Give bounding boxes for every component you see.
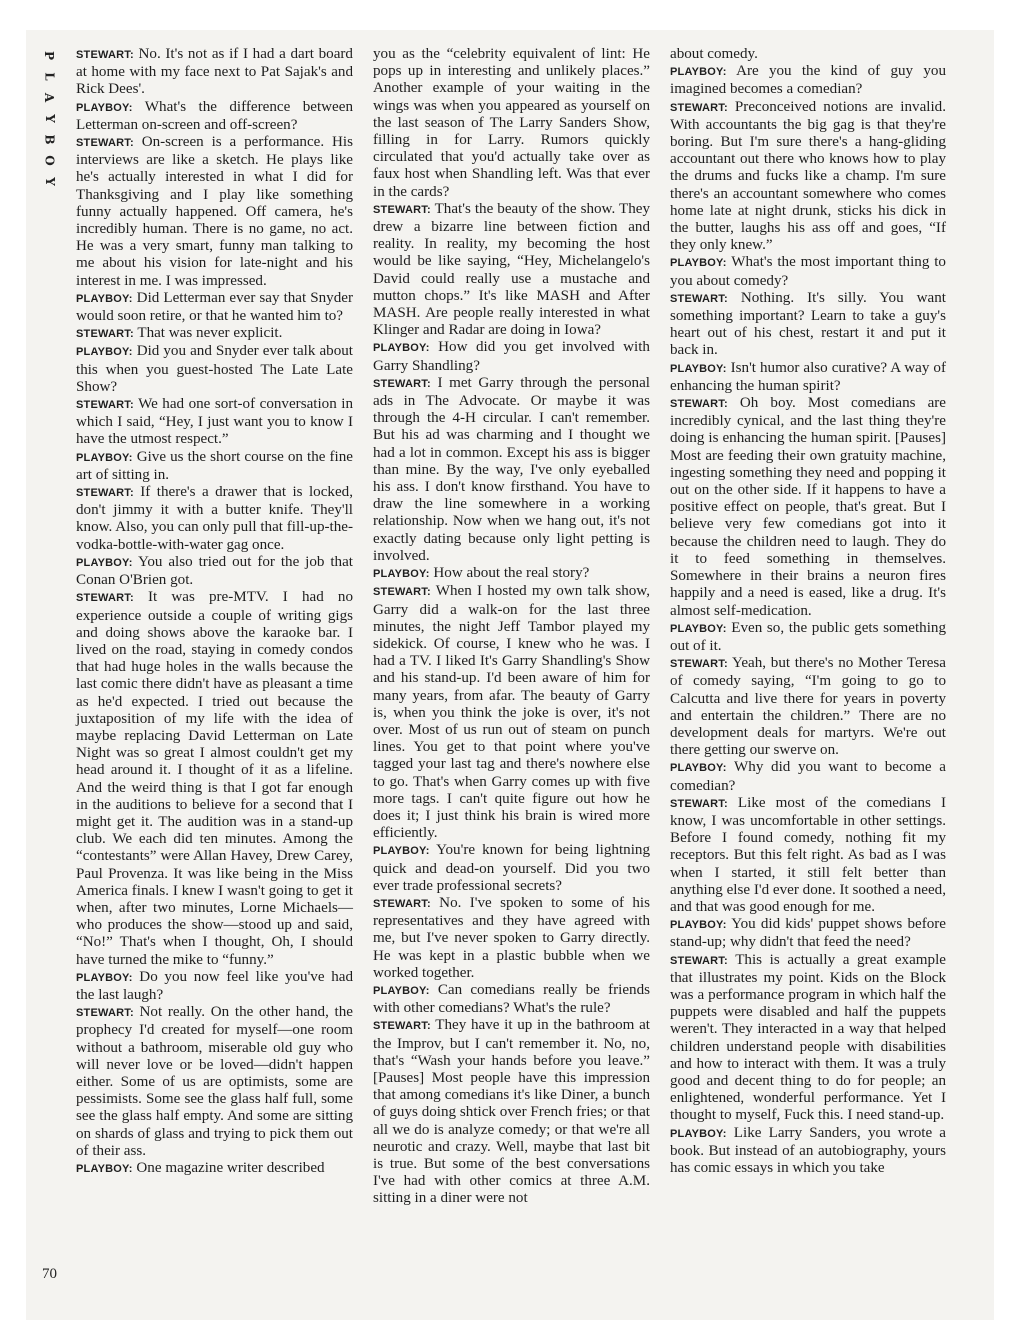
speaker-label: STEWART:: [670, 101, 728, 114]
interview-paragraph: [76, 46, 353, 99]
speaker-label: PLAYBOY:: [76, 971, 133, 984]
interview-paragraph: [373, 201, 650, 340]
magazine-brand-vertical: [38, 45, 60, 192]
speaker-label: PLAYBOY:: [373, 568, 430, 581]
speaker-label: PLAYBOY:: [76, 292, 133, 305]
brand-letter: B: [42, 134, 57, 145]
interview-paragraph: [76, 290, 353, 325]
paragraph-text: On-screen is a performance. His interviews are like a sketch. He plays like he's actually interested in what I did for Thanksgiving and I play like something funny actually happened. Off camera, he's incredibly human. There is no game, no act. He was a very smart, funny man talking to me about his vision for late-night and his interest in me. I was impressed.: [76, 134, 353, 289]
speaker-label: STEWART:: [76, 1007, 134, 1020]
interview-paragraph: [373, 46, 650, 201]
speaker-label: PLAYBOY:: [76, 451, 133, 464]
speaker-label: PLAYBOY:: [373, 984, 430, 997]
text-column-3: [670, 46, 946, 1177]
brand-letter: O: [42, 155, 57, 166]
brand-letter: A: [42, 92, 57, 103]
paragraph-text: We had one sort-of conversation in which I said, “Hey, I just want you to know I have the utmost respect.”: [76, 396, 353, 448]
paragraph-text: about comedy.: [670, 46, 758, 62]
speaker-label: PLAYBOY:: [670, 919, 727, 932]
interview-paragraph: [76, 554, 353, 589]
interview-paragraph: [76, 969, 353, 1004]
speaker-label: STEWART:: [76, 399, 134, 412]
interview-paragraph: [670, 46, 946, 63]
speaker-label: STEWART:: [373, 203, 431, 216]
speaker-label: STEWART:: [76, 328, 134, 341]
speaker-label: PLAYBOY:: [76, 101, 133, 114]
interview-paragraph: [670, 290, 946, 360]
interview-paragraph: [76, 343, 353, 396]
text-column-2: [373, 46, 650, 1208]
speaker-label: STEWART:: [670, 797, 728, 810]
interview-paragraph: [373, 565, 650, 583]
text-column-1: [76, 46, 353, 1178]
paragraph-text: Not really. On the other hand, the prophecy I'd created for myself—one room without a bathroom, miserable old guy who will never love or be loved—didn't happen either. Some of us are optimists, some are pessimists. Some see the glass half full, some see the glass half empty. And some are sitting on shards of glass and trying to pick them out of their ass.: [76, 1004, 353, 1159]
paragraph-text: One magazine writer described: [136, 1160, 325, 1176]
interview-paragraph: [76, 1160, 353, 1178]
paragraph-text: Did you and Snyder ever talk about this when you guest-hosted The Late Late Show?: [76, 343, 353, 395]
interview-paragraph: [76, 589, 353, 968]
paragraph-text: Like Larry Sanders, you wrote a book. But instead of an autobiography, yours has comic essays in which you take: [670, 1124, 946, 1176]
brand-letter: Y: [42, 114, 57, 123]
paragraph-text: you as the “celebrity equivalent of lint: He pops up in interesting and unlikely places.” Another example of your waiting in the wings was when you appeared as yourself on the last season of The Larry Sanders Show, filling in for Larry. Rumors quickly circulated that you'd actually take over as faux host when Shandling left. Was that ever in the cards?: [373, 46, 650, 200]
paragraph-text: Preconceived notions are invalid. With accountants the big gag is that they're boring. But I'm sure there's a hang-gliding accountant out there who knows how to play the drums and fucks like a champ. I'm sure there's an accountant somewhere who comes home late at night drunk, sticks his dick in the butter, laughs his ass off and goes, “If they only knew.”: [670, 98, 946, 254]
speaker-label: STEWART:: [76, 137, 134, 150]
paragraph-text: Can comedians really be friends with other comedians? What's the rule?: [373, 981, 650, 1017]
paragraph-text: I met Garry through the personal ads in The Advocate. Or maybe it was through the 4-H circular. I can't remember. But his ad was charming and I thought we had a lot in common. Except his ass is bigger than mine. By the way, I've only eyeballed his ass. I don't know firsthand. You have to draw the line somewhere in a working relationship. Now when we hang out, it's not exactly dating because only light petting is involved.: [373, 374, 650, 564]
interview-paragraph: [76, 134, 353, 290]
speaker-label: STEWART:: [76, 49, 134, 61]
paragraph-text: Even so, the public gets something out of it.: [670, 619, 946, 654]
paragraph-text: Do you now feel like you've had the last laugh?: [76, 968, 354, 1003]
paragraph-text: Did Letterman ever say that Snyder would soon retire, or that he wanted him to?: [76, 289, 353, 325]
interview-paragraph: [670, 360, 946, 395]
paragraph-text: When I hosted my own talk show, Garry did a walk-on for the last three minutes, the night Jeff Tambor played my sidekick. Of course, I knew who he was. I had a TV. I liked It's Garry Shandling's Show and his stand-up. I'd been aware of him for many years, from afar. The beauty of Garry is, when you think the joke is over, it's not over. Most of us run out of steam on punch lines. You get to that point where you've tagged your last tag and there's nowhere else to go. That's when Garry comes up with five more tags. I can't quite figure out how he does it; I just think his brain is wired more efficiently.: [373, 583, 650, 842]
speaker-label: PLAYBOY:: [670, 66, 727, 79]
paragraph-text: No. I've spoken to some of his representatives and they have agreed with me, but I've never spoken to Garry directly. He was kept in a plastic bubble when we worked together.: [373, 894, 650, 981]
interview-paragraph: [373, 895, 650, 982]
paragraph-text: Oh boy. Most comedians are incredibly cynical, and the last thing they're doing is enhancing the human spirit. [Pauses] Most are feeding their own gratuity machine, ingesting something they need and popping it out on the other side. If it happens to have a positive effect on people, that's great. But I believe very few comedians got into it because the children need to laugh. They do it to feed something in themselves. Somewhere in their brains a neuron fires happily and a need is eased, like a drug. It's almost self-medication.: [670, 395, 946, 619]
speaker-label: PLAYBOY:: [670, 762, 727, 775]
speaker-label: STEWART:: [373, 897, 431, 910]
paragraph-text: Nothing. It's silly. You want something important? Learn to take a guy's heart out of his chest, restart it and put it back in.: [670, 289, 946, 359]
interview-paragraph: [670, 620, 946, 655]
speaker-label: PLAYBOY:: [670, 622, 727, 635]
paragraph-text: What's the difference between Letterman on-screen and off-screen?: [76, 98, 353, 133]
interview-paragraph: [670, 99, 946, 255]
paragraph-text: They have it up in the bathroom at the Improv, but I can't remember it. No, no, that's “Wash your hands before you leave.” [Pauses] Most people have this impression that among comedians it's like Diner, a bunch of guys doing shtick over French fries; or that all we do is analyze comedy; or that we're all neurotic and crazy. Well, maybe that last bit is true. But some of the best conversations I've had with other comics at three A.M. sitting in a diner were not: [373, 1017, 650, 1207]
paragraph-text: This is actually a great example that illustrates my point. Kids on the Block was a performance program in which half the puppets were disabled and half the puppets weren't. They interacted in a way that helped children understand people with disabilities and how to interact with them. It was a truly good and decent thing to do for people; an enlightened, wonderful performance. Yet I thought to myself, Fuck this. I need stand-up.: [670, 951, 946, 1124]
speaker-label: PLAYBOY:: [76, 1163, 133, 1175]
interview-paragraph: [670, 795, 946, 916]
interview-paragraph: [373, 339, 650, 374]
interview-paragraph: [670, 952, 946, 1125]
interview-paragraph: [373, 375, 650, 565]
speaker-label: STEWART:: [373, 586, 431, 599]
speaker-label: STEWART:: [373, 377, 431, 390]
interview-paragraph: [76, 484, 353, 554]
paragraph-text: That's the beauty of the show. They drew a bizarre line between fiction and reality. In reality, my becoming the host would be like saying, “Hey, Michelangelo's David could really use a mustache and mutton chops.” It's like MASH and After MASH. Are people really interested in what Klinger and Radar are doing in Iowa?: [373, 200, 650, 339]
paragraph-text: How did you get involved with Garry Shandling?: [373, 339, 650, 374]
page-number: 70: [42, 1266, 57, 1282]
interview-paragraph: [670, 395, 946, 620]
interview-paragraph: [76, 325, 353, 343]
paragraph-text: You did kids' puppet shows before stand-up; why didn't that feed the need?: [670, 916, 946, 951]
paragraph-text: How about the real story?: [433, 565, 590, 582]
speaker-label: PLAYBOY:: [670, 257, 727, 270]
interview-paragraph: [670, 63, 946, 98]
speaker-label: STEWART:: [76, 487, 134, 500]
interview-paragraph: [373, 583, 650, 842]
interview-paragraph: [76, 396, 353, 449]
interview-paragraph: [670, 655, 946, 759]
interview-paragraph: [373, 842, 650, 895]
paragraph-text: That was never explicit.: [137, 325, 283, 342]
speaker-label: STEWART:: [76, 592, 134, 605]
interview-paragraph: [670, 916, 946, 951]
speaker-label: STEWART:: [670, 658, 728, 671]
paragraph-text: No. It's not as if I had a dart board at home with my face next to Pat Sajak's and Rick Dees'.: [76, 46, 353, 98]
paragraph-text: What's the most important thing to you about comedy?: [670, 254, 946, 289]
speaker-label: PLAYBOY:: [373, 342, 430, 355]
paragraph-text: Give us the short course on the fine art of sitting in.: [76, 448, 353, 483]
speaker-label: STEWART:: [670, 292, 728, 305]
speaker-label: PLAYBOY:: [670, 362, 727, 375]
brand-letter: Y: [42, 177, 57, 186]
interview-paragraph: [670, 254, 946, 289]
speaker-label: PLAYBOY:: [76, 556, 133, 569]
interview-paragraph: [670, 1125, 946, 1178]
speaker-label: PLAYBOY:: [76, 346, 133, 359]
paragraph-text: You also tried out for the job that Conan O'Brien got.: [76, 553, 353, 589]
interview-paragraph: [373, 982, 650, 1017]
speaker-label: STEWART:: [670, 398, 728, 411]
interview-paragraph: [76, 99, 353, 134]
paragraph-text: Yeah, but there's no Mother Teresa of comedy saying, “I'm going to go to Calcutta and live there for years in poverty and entertain the children.” There are no development deals for martyrs. We're out there getting our swerve on.: [670, 655, 946, 759]
brand-letter: P: [42, 50, 57, 61]
interview-paragraph: [76, 1004, 353, 1160]
paragraph-text: It was pre-MTV. I had no experience outside a couple of writing gigs and doing shows above the karaoke bar. I lived on the road, staying in comedy condos that had huge holes in the walls because the last comic there didn't have as pleasant a time as he'd expected. I tried out because the juxtaposition of my life with the idea of maybe replacing David Letterman on Late Night was so great I almost couldn't get my head around it. I thought of it as a lifeline. And the weird thing is that I got far enough in the auditions to believe for a second that I might get it. The audition was in a stand-up club. We each did ten minutes. Among the “contestants” were Allan Havey, Drew Carey, Paul Provenza. It was like being in the Miss America finals. I knew I wasn't going to get it when, after two minutes, Lorne Michaels—who produces the show—stood up and said, “No!” That's when I thought, Oh, I should have turned the mike to “funny.”: [76, 589, 353, 968]
paragraph-text: Why did you want to become a comedian?: [670, 759, 946, 794]
interview-paragraph: [373, 1017, 650, 1207]
paragraph-text: If there's a drawer that is locked, don't jimmy it with a butter knife. They'll know. Also, you can only pull that fill-up-the-vodka-bottle-with-water gag once.: [76, 484, 353, 553]
paragraph-text: You're known for being lightning quick and dead-on yourself. Did you two ever trade professional secrets?: [373, 842, 650, 894]
brand-letter: L: [42, 72, 57, 81]
paragraph-text: Are you the kind of guy you imagined becomes a comedian?: [670, 63, 946, 98]
paragraph-text: Isn't humor also curative? A way of enhancing the human spirit?: [670, 359, 946, 394]
interview-paragraph: [670, 759, 946, 794]
speaker-label: PLAYBOY:: [373, 845, 430, 858]
interview-paragraph: [76, 449, 353, 484]
speaker-label: PLAYBOY:: [670, 1127, 727, 1140]
speaker-label: STEWART:: [373, 1020, 431, 1033]
paragraph-text: Like most of the comedians I know, I was uncomfortable in other settings. Before I found comedy, nothing fit my receptors. But this felt right. As bad as I was when I started, it still felt better than anything else I'd ever done. It soothed a need, and that was good enough for me.: [670, 794, 946, 915]
speaker-label: STEWART:: [670, 954, 728, 967]
